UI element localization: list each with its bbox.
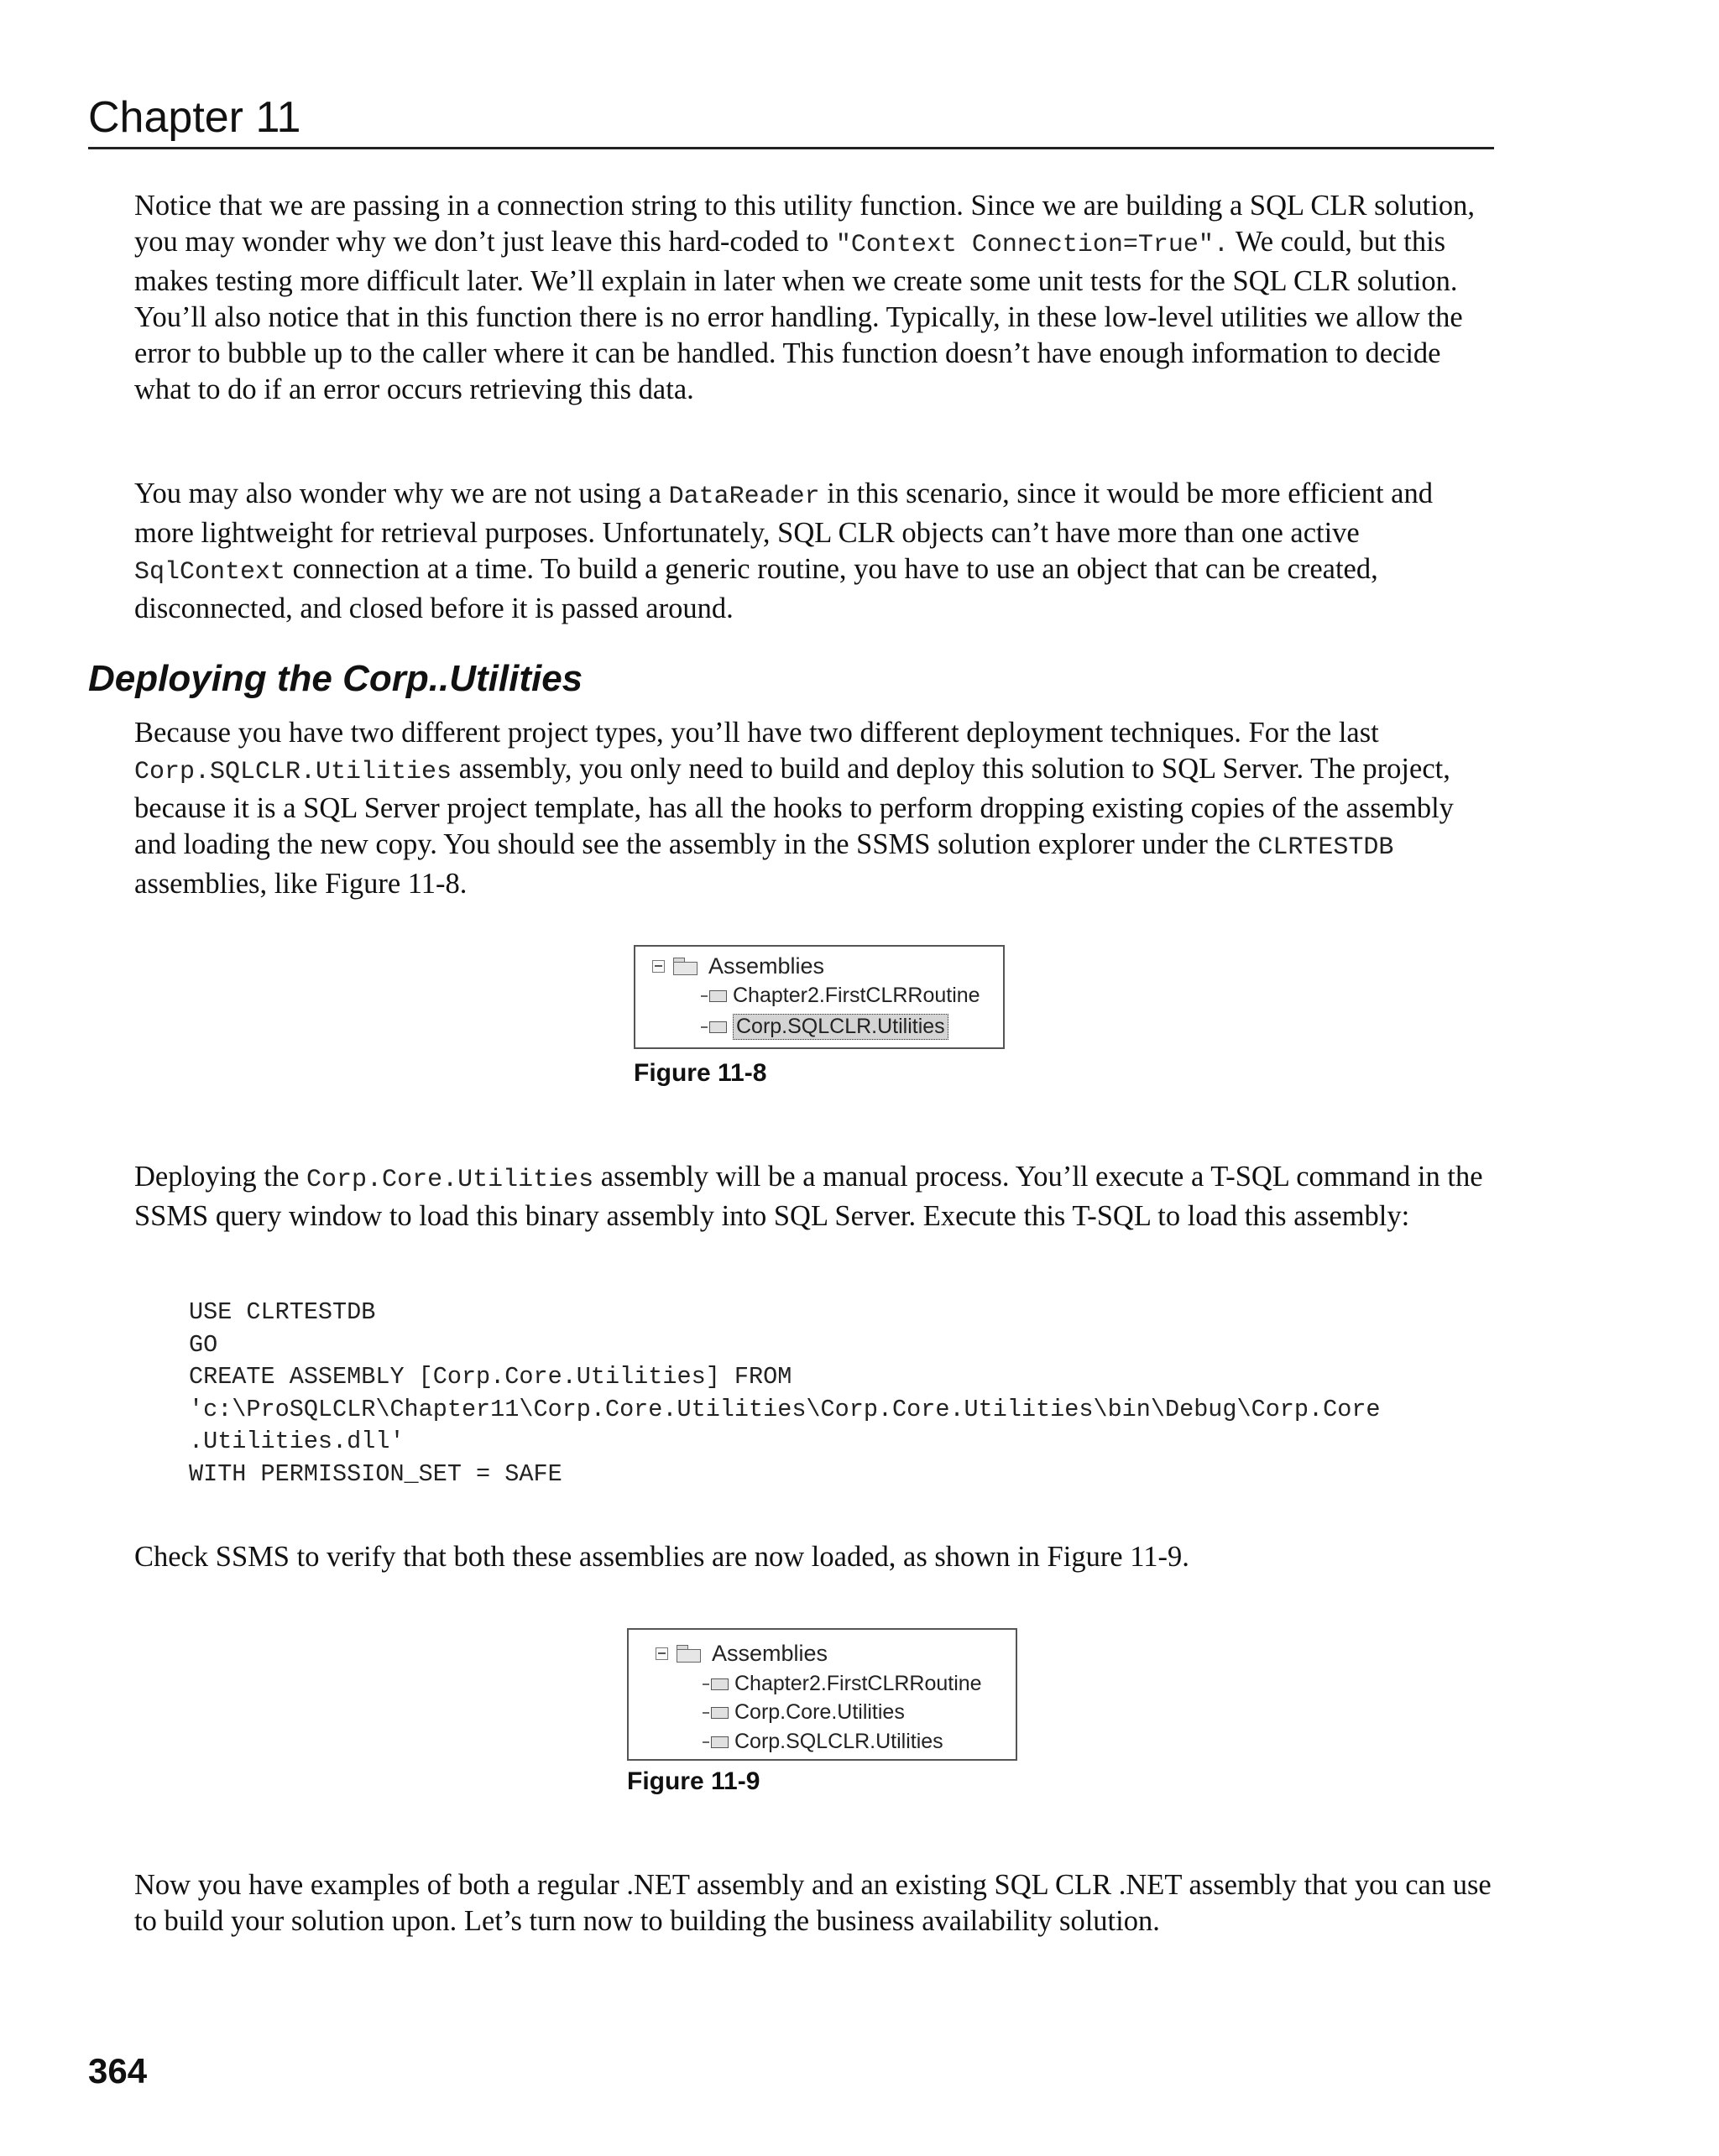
tree-node-label: Corp.SQLCLR.Utilities xyxy=(734,1730,943,1753)
figure-caption: Figure 11-9 xyxy=(627,1767,760,1795)
paragraph-text: We could, but this makes testing more difficult later. We’ll explain in later when we create some unit tests for the SQL CLR solution. You’ll also notice that in this function there is no error handling. Typically, in these low-level utilities we allow the error to bubble up to the caller where it can be handled. This function doesn’t have enough information to decide what to do if an error occurs retrieving this data. xyxy=(134,226,1463,405)
assembly-icon xyxy=(701,989,728,1003)
code-block: USE CLRTESTDB GO CREATE ASSEMBLY [Corp.Core.Utilities] FROM 'c:\ProSQLCLR\Chapter11\Corp.Core.Utilities\Corp.Core.Utilities\bin\Debug\Corp.Core .Utilities.dll' WITH PERMISSION_SET = SAFE xyxy=(189,1298,1381,1488)
tree-node-label: Assemblies xyxy=(712,1641,828,1666)
assembly-icon xyxy=(701,1021,728,1034)
paragraph-text: in this scenario, since it would be more efficient and more lightweight for retrieval purposes. Unfortunately, SQL CLR objects can’t have more than one active xyxy=(134,478,1433,549)
page-number: 364 xyxy=(88,2051,148,2091)
paragraph-text: You may also wonder why we are not using a xyxy=(134,478,669,509)
paragraph-text: Notice that we are passing in a connection string to this utility function. Since we are building a SQL CLR solution, you may wonder why we don’t just leave this hard-coded to xyxy=(134,190,1475,258)
paragraph-text: Because you have two different project types, you’ll have two different deployment techniques. For the last xyxy=(134,717,1379,749)
paragraph-connection-string xyxy=(134,188,1494,408)
tree-node-assembly[interactable] xyxy=(703,1730,943,1754)
tree-node-assemblies[interactable] xyxy=(656,1641,828,1667)
collapse-icon[interactable] xyxy=(652,960,665,973)
paragraph-conclusion: Now you have examples of both a regular .NET assembly and an existing SQL CLR .NET assembly that you can use to build your solution upon. Let’s turn now to building the business availability solution. xyxy=(134,1869,1492,1937)
paragraph-text: assembly will be a manual process. You’ll execute a T-SQL command in the SSMS query window to load this binary assembly into SQL Server. Execute this T-SQL to load this assembly: xyxy=(134,1161,1483,1232)
paragraph-manual-deploy xyxy=(134,1159,1494,1235)
inline-code: CLRTESTDB xyxy=(1257,833,1394,862)
paragraph-text: Deploying the xyxy=(134,1161,307,1193)
inline-code: DataReader xyxy=(668,483,820,511)
section-heading: Deploying the Corp..Utilities xyxy=(88,658,583,699)
collapse-icon[interactable] xyxy=(656,1647,668,1660)
paragraph-deployment xyxy=(134,715,1494,902)
inline-code: Corp.SQLCLR.Utilities xyxy=(134,758,452,786)
tree-node-label: Chapter2.FirstCLRRoutine xyxy=(733,984,980,1007)
paragraph-datareader xyxy=(134,476,1494,627)
tree-node-label: Corp.Core.Utilities xyxy=(734,1700,905,1724)
figure-caption: Figure 11-8 xyxy=(634,1059,767,1087)
paragraph-text: assembly, you only need to build and deploy this solution to SQL Server. The project, because it is a SQL Server project template, has all the hooks to perform dropping existing copies of the assembly and loading the new copy. You should see the assembly in the SSMS solution explorer under the xyxy=(134,753,1454,860)
chapter-header: Chapter 11 xyxy=(88,88,1494,149)
tree-node-assemblies[interactable] xyxy=(652,953,824,979)
figure-11-9-tree xyxy=(627,1628,1017,1761)
tree-node-assembly[interactable] xyxy=(703,1672,982,1696)
paragraph-check-ssms: Check SSMS to verify that both these assemblies are now loaded, as shown in Figure 11-9. xyxy=(134,1541,1189,1573)
tree-node-assembly[interactable] xyxy=(703,1700,905,1725)
tree-node-label: Corp.SQLCLR.Utilities xyxy=(733,1014,948,1040)
folder-icon xyxy=(673,958,698,975)
tree-node-assembly[interactable] xyxy=(701,984,980,1008)
assembly-icon xyxy=(703,1706,729,1720)
folder-icon xyxy=(677,1645,702,1663)
tree-node-assembly-selected[interactable] xyxy=(701,1014,948,1040)
inline-code: SqlContext xyxy=(134,558,286,587)
paragraph-text: connection at a time. To build a generic routine, you have to use an object that can be created, disconnected, and closed before it is passed around. xyxy=(134,553,1378,624)
paragraph-text: assemblies, like Figure 11-8. xyxy=(134,868,468,900)
tree-node-label: Assemblies xyxy=(708,953,825,979)
assembly-icon xyxy=(703,1736,729,1749)
inline-code: "Context Connection=True". xyxy=(835,231,1229,259)
assembly-icon xyxy=(703,1678,729,1691)
tree-node-label: Chapter2.FirstCLRRoutine xyxy=(734,1672,982,1695)
figure-11-8-tree xyxy=(634,945,1005,1049)
inline-code: Corp.Core.Utilities xyxy=(306,1166,594,1194)
